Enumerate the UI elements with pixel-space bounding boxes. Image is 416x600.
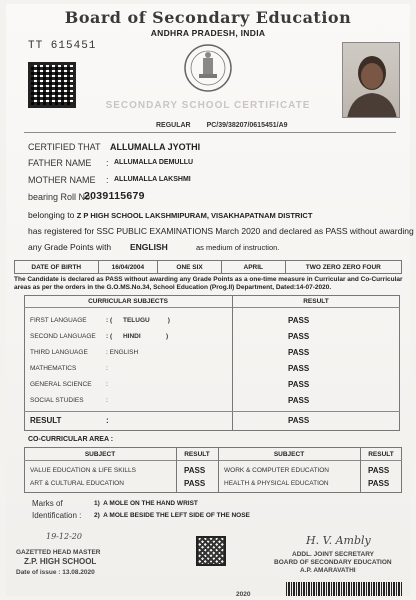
- dob-label: DATE OF BIRTH: [15, 261, 99, 273]
- mother-colon: :: [106, 175, 109, 185]
- regular-label: REGULAR: [156, 122, 191, 129]
- co-head-subject-left: SUBJECT: [84, 451, 116, 458]
- curricular-head-divider: [24, 307, 400, 308]
- subject-second-language: SECOND LANGUAGE: [30, 333, 96, 340]
- belonging-line: [28, 210, 312, 220]
- certificate: [6, 4, 414, 598]
- marks-label-1: Marks of: [32, 499, 63, 508]
- co-head-result-right: RESULT: [368, 451, 394, 458]
- qr-code-footer-icon: [196, 536, 226, 566]
- certificate-number: PC/39/38207/0615451/A9: [206, 122, 288, 129]
- mark-2: 2) A MOLE BESIDE THE LEFT SIDE OF THE NOSE: [94, 512, 250, 519]
- belonging-label: belonging to: [28, 210, 75, 220]
- certificate-title: SECONDARY SCHOOL CERTIFICATE: [105, 100, 311, 111]
- board-title: Board of Secondary Education: [64, 8, 352, 27]
- pass-note: The Candidate is declared as PASS without awarding any Grade Points as a one-time measure in Curricular and Co-Curricular areas as per the orders in the G.O.MS.No.34, School Education (Prog.II) Department, Dated:14-07-2020.: [14, 276, 403, 291]
- subject-first-language-detail: : ( TELUGU ): [106, 317, 170, 324]
- barcode-icon: [286, 582, 402, 596]
- secretary-location: A.P. AMARAVATHI: [300, 567, 356, 574]
- result-second-language: PASS: [288, 332, 310, 341]
- state-name: ANDHRA PRADESH, INDIA: [150, 28, 266, 38]
- subject-mathematics-detail: :: [106, 365, 108, 372]
- dob-month: APRIL: [222, 261, 286, 273]
- co-head-subject-right: SUBJECT: [273, 451, 305, 458]
- mark-1: 1) A MOLE ON THE HAND WRIST: [94, 500, 198, 507]
- dob-year: TWO ZERO ZERO FOUR: [305, 263, 381, 271]
- overall-result-colon: :: [106, 416, 109, 425]
- secretary-board: BOARD OF SECONDARY EDUCATION: [274, 559, 392, 566]
- father-colon: :: [106, 158, 109, 168]
- divider: [24, 132, 396, 133]
- certified-label: CERTIFIED THAT: [28, 142, 101, 152]
- headmaster-school: Z.P. HIGH SCHOOL: [24, 557, 97, 566]
- serial-number: TT 615451: [28, 40, 97, 52]
- result-mathematics: PASS: [288, 364, 310, 373]
- dob-bar: [14, 260, 402, 274]
- subject-general-science-detail: :: [106, 381, 108, 388]
- secretary-signature: H. V. Ambly: [306, 534, 371, 547]
- dob-date: 16/04/2004: [99, 261, 159, 273]
- roll-label: bearing Roll No.: [28, 192, 93, 202]
- student-name: ALLUMALLA JYOTHI: [110, 142, 201, 152]
- subject-third-language: THIRD LANGUAGE: [30, 349, 88, 356]
- result-general-science: PASS: [288, 380, 310, 389]
- co-curricular-title: CO-CURRICULAR AREA :: [28, 436, 114, 443]
- curricular-head-subjects: CURRICULAR SUBJECTS: [88, 298, 168, 305]
- subject-first-language: FIRST LANGUAGE: [30, 317, 87, 324]
- father-name: ALLUMALLA DEMULLU: [114, 159, 194, 166]
- footer-year: 2020: [236, 591, 251, 598]
- result-social-studies: PASS: [288, 396, 310, 405]
- subject-third-language-detail: : ENGLISH: [106, 349, 139, 356]
- co-head-divider: [24, 460, 402, 461]
- subject-second-language-detail: : ( HINDI ): [106, 333, 169, 340]
- registered-text: has registered for SSC PUBLIC EXAMINATIONS March 2020 and declared as PASS without awarding: [28, 226, 414, 236]
- result-first-language: PASS: [288, 316, 310, 325]
- marks-label-2: Identification :: [32, 511, 82, 520]
- co-result-art-culture: PASS: [184, 479, 206, 488]
- subject-social-studies: SOCIAL STUDIES: [30, 397, 84, 404]
- state-emblem-icon: [182, 42, 234, 94]
- subject-mathematics: MATHEMATICS: [30, 365, 77, 372]
- medium-value: ENGLISH: [130, 242, 168, 252]
- headmaster-title: GAZETTED HEAD MASTER: [16, 549, 101, 556]
- co-subject-work-computer: WORK & COMPUTER EDUCATION: [224, 467, 329, 474]
- dob-day: ONE SIX: [158, 261, 222, 273]
- co-result-work-computer: PASS: [368, 466, 390, 475]
- overall-result-label: RESULT: [30, 416, 62, 425]
- roll-number: 2039115679: [84, 190, 145, 202]
- mother-name: ALLUMALLA LAKSHMI: [114, 176, 191, 183]
- medium-text: as medium of instruction.: [196, 243, 280, 252]
- co-result-health-physical: PASS: [368, 479, 390, 488]
- headmaster-signature: 19-12-20: [46, 532, 82, 541]
- co-result-value-education: PASS: [184, 466, 206, 475]
- co-subject-health-physical: HEALTH & PHYSICAL EDUCATION: [224, 480, 329, 487]
- grade-text: any Grade Points with: [28, 242, 112, 252]
- co-head-result-left: RESULT: [184, 451, 210, 458]
- school-name: Z P HIGH SCHOOL LAKSHMIPURAM, VISAKHAPATNAM DISTRICT: [76, 211, 313, 220]
- date-of-issue: Date of issue : 13.08.2020: [16, 569, 95, 576]
- co-subject-art-culture: ART & CULTURAL EDUCATION: [30, 480, 124, 487]
- secretary-title: ADDL. JOINT SECRETARY: [292, 551, 374, 558]
- mother-label: MOTHER NAME: [28, 175, 96, 185]
- co-subject-value-education: VALUE EDUCATION & LIFE SKILLS: [30, 467, 136, 474]
- result-divider: [24, 411, 400, 412]
- subject-general-science: GENERAL SCIENCE: [30, 381, 92, 388]
- regular-line: [156, 122, 302, 129]
- curricular-head-result: RESULT: [303, 298, 329, 305]
- result-third-language: PASS: [288, 348, 310, 357]
- father-label: FATHER NAME: [28, 158, 92, 168]
- subject-social-studies-detail: :: [106, 397, 108, 404]
- overall-result: PASS: [288, 416, 310, 425]
